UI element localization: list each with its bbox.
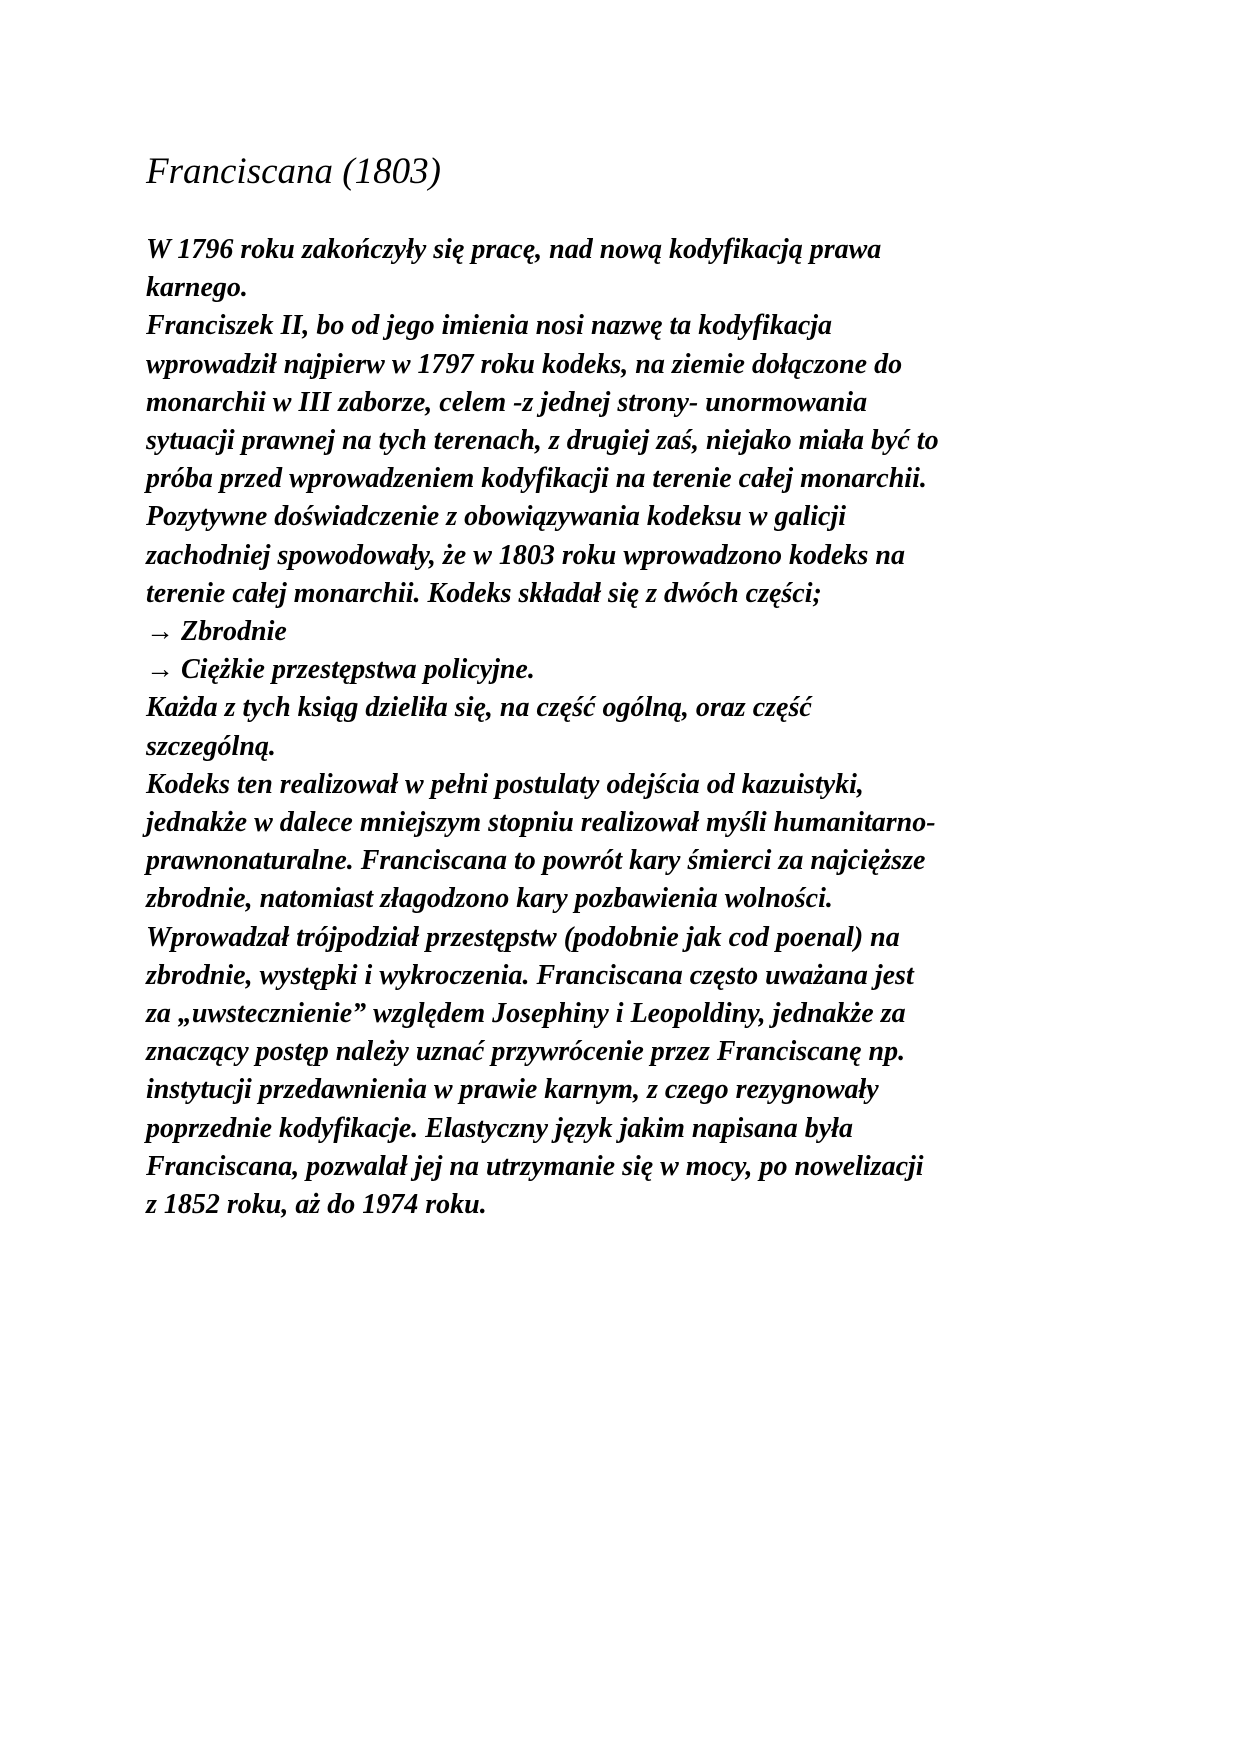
text-line: monarchii w III zaborze, celem -z jednej strony- unormowania	[146, 386, 868, 418]
text-line: instytucji przedawnienia w prawie karnym, z czego rezygnowały	[146, 1074, 879, 1106]
text-line: próba przed wprowadzeniem kodyfikacji na terenie całej monarchii.	[146, 463, 927, 495]
text-line: Kodeks ten realizował w pełni postulaty odejścia od kazuistyki,	[146, 768, 864, 800]
text-line: prawnonaturalne. Franciscana to powrót kary śmierci za najcięższe	[146, 845, 926, 877]
text-line: karnego.	[146, 272, 248, 304]
text-line: poprzednie kodyfikacje. Elastyczny język jakim napisana była	[146, 1112, 853, 1144]
text-line: Pozytywne doświadczenie z obowiązywania kodeksu w galicji	[146, 501, 847, 533]
text-line: znaczący postęp należy uznać przywrócenie przez Franciscanę np.	[146, 1036, 906, 1068]
text-line: z 1852 roku, aż do 1974 roku.	[146, 1189, 487, 1221]
text-line: Franciscana, pozwalał jej na utrzymanie się w mocy, po nowelizacji	[146, 1150, 924, 1182]
text-line: sytuacji prawnej na tych terenach, z drugiej zaś, niejako miała być to	[146, 425, 939, 457]
list-item: → Ciężkie przestępstwa policyjne.	[146, 654, 535, 686]
text-line: jednakże w dalece mniejszym stopniu realizował myśli humanitarno-	[146, 807, 936, 839]
text-line: zbrodnie, występki i wykroczenia. Franciscana często uważana jest	[146, 959, 914, 991]
document-title: Franciscana (1803)	[146, 151, 441, 192]
document-body	[146, 231, 1106, 1224]
text-line: Franciszek II, bo od jego imienia nosi nazwę ta kodyfikacja	[146, 310, 833, 342]
list-item: → Zbrodnie	[146, 616, 287, 648]
text-line: Wprowadzał trójpodział przestępstw (podobnie jak cod poenal) na	[146, 921, 900, 953]
text-line: Każda z tych ksiąg dzieliła się, na część ogólną, oraz część	[146, 692, 812, 724]
text-line: za „uwstecznienie” względem Josephiny i Leopoldiny, jednakże za	[146, 998, 906, 1030]
text-line: zachodniej spowodowały, że w 1803 roku wprowadzono kodeks na	[146, 539, 905, 571]
text-line: terenie całej monarchii. Kodeks składał się z dwóch części;	[146, 577, 822, 609]
text-line: zbrodnie, natomiast złagodzono kary pozbawienia wolności.	[146, 883, 833, 915]
text-line: wprowadził najpierw w 1797 roku kodeks, na ziemie dołączone do	[146, 348, 903, 380]
text-line: szczególną.	[146, 730, 276, 762]
text-line: W 1796 roku zakończyły się pracę, nad nową kodyfikacją prawa	[146, 234, 882, 265]
